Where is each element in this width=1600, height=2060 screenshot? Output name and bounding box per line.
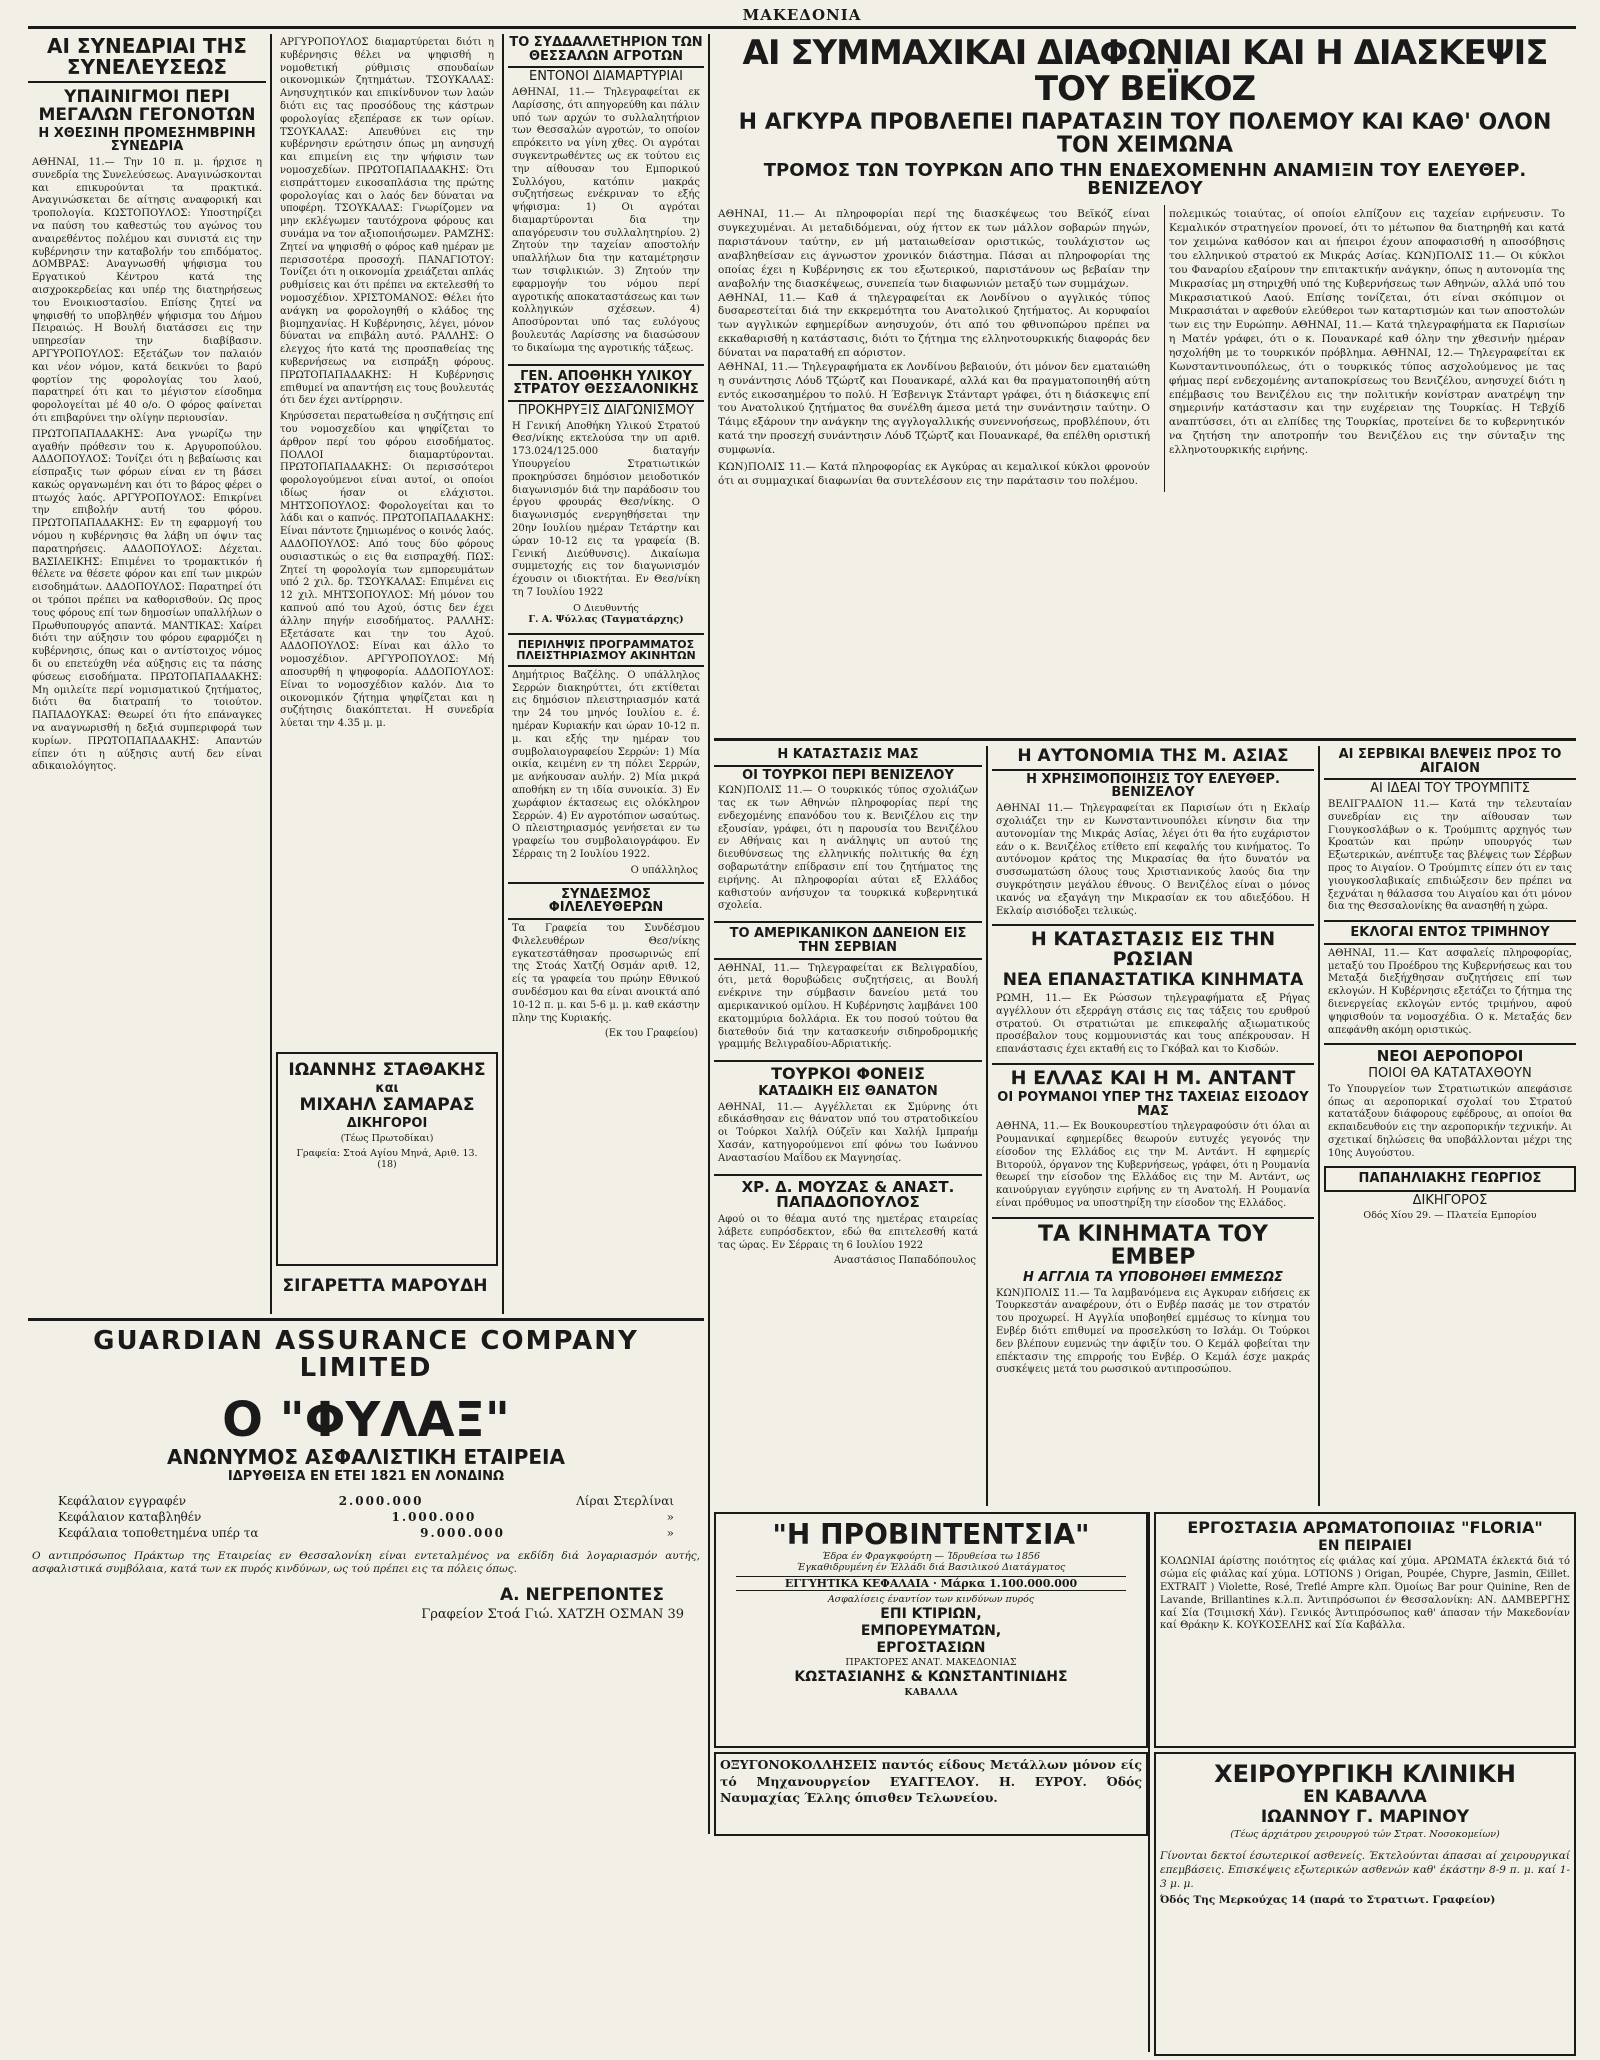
lawyers-address: Γραφεία: Στοά Αγίου Μηνά, Αριθ. 13.	[296, 1147, 478, 1159]
col-divider	[1148, 1512, 1150, 2052]
mid-col-b	[992, 746, 1314, 1506]
lead-article	[714, 34, 1576, 734]
army-ad-subtitle: ΠΡΟΚΗΡΥΞΙΣ ΔΙΑΓΩΝΙΣΜΟΥ	[517, 402, 695, 418]
floria-title: ΕΡΓΟΣΤΑΣΙΑ ΑΡΩΜΑΤΟΠΟΙΙΑΣ "FLORIA"	[1187, 1518, 1543, 1537]
auction-body: Δημήτριος Βαζέλης. Ο υπάλληλος Σερρών διακηρύττει, ότι εκτίθεται εις δημόσιον πλειστηριασμόν κατά την 24 του μηνός Ιουλίου ε. έ. ημέραν Κυριακήν και ώραν 10-12 π. μ. και εξής την ημέραν του συμβολαιογραφείου Σερρών: 1) Μία οικία, κειμένη εν τη πόλει Σερρών, με ανήκουσαν αυλήν. 2) Μία μικρά αποθήκη εν τη ιδία συνοικία. 3) Εν χωράφιον έκτασεως εις ολόκληρον Σερρών. 4) Εν αγροτόπιον ωσαύτως. Ο πλειστηριασμός γενήσεται εν τω γραφείω του συμβολαιογράφου. Εν Σέρραις τη 2 Ιουλίου 1922.	[512, 669, 700, 860]
guardian-text: Ο αντιπρόσωπος Πράκτωρ της Εταιρείας εν Θεσσαλονίκη είναι εντεταλμένος να εκδίδη διά λογαριασμόν αυτής, ασφαλιστικά συμβόλαια, κατά των εκ πυρός κινδύνων, ως τού πρέπει εις τα πόλεις όπως.	[32, 1549, 700, 1576]
guardian-row-amount: 2.000.000	[338, 1493, 424, 1508]
serbia-head: ΑΙ ΣΕΡΒΙΚΑΙ ΒΛΕΨΕΙΣ ΠΡΟΣ ΤΟ ΑΙΓΑΙΟΝ	[1324, 748, 1576, 780]
guardian-ad	[28, 1326, 704, 2056]
cigarette-brand: ΣΙΓΑΡΕΤΤΑ ΜΑΡΟΥΔΗ	[282, 1276, 488, 1296]
situation-body: ΚΩΝ)ΠΟΛΙΣ 11.— Ο τουρκικός τύπος σχολιάζων τας εκ των Αθηνών πληροφορίας περί της ενδεχομένης επανόδου του κ. Βενιζέλου εις την εξουσίαν, γράφει, ότι η παρουσία του Βενιζέλου εν Αθήναις και η ανάληψις υπ αυτού της διευθύνσεως της ελληνικής πολιτικής θα έχη σοβαρωτάτην επίδρασιν επί του ζητήματος της ειρήνης. Αι πληροφορίαι αύται εξ Ελλάδος καθιστούν ανήσυχον τα τουρκικά κυβερνητικά σχολεία.	[718, 785, 978, 912]
army-ad-title: ΓΕΝ. ΑΠΟΘΗΚΗ ΥΛΙΚΟΥ ΣΤΡΑΤΟΥ ΘΕΣΣΑΛΟΝΙΚΗΣ	[508, 364, 704, 402]
lead-left-column	[714, 205, 1154, 491]
guardian-row	[58, 1510, 674, 1524]
provident-capital: ΕΓΓΥΗΤΙΚΑ ΚΕΦΑΛΑΙΑ · Μάρκα 1.100.000.000	[736, 1576, 1126, 1591]
loan-head: ΤΟ ΑΜΕΡΙΚΑΝΙΚΟΝ ΔΑΝΕΙΟΝ ΕΙΣ ΤΗΝ ΣΕΡΒΙΑΝ	[714, 921, 982, 959]
col1-body-a: ΑΘΗΝΑΙ, 11.— Την 10 π. μ. ήρχισε η συνεδρία της Συνελεύσεως. Αναγινώσκονται και επικυρούνται τα πρακτικά. Αναγινώσκεται δε αίτησις αναφορική και τροπολογία. ΚΩΣΤΟΠΟΥΛΟΣ: Υποστηρίζει να παύση του καθεστώς του αγώνος του αναιρεθέντος πολέμου και συνιστά εις την κυβέρνησιν την καταβολήν του επιδόματος. ΔΟΜΒΡΑΣ: Αναγνωσθή ψήφισμα του Εργατικού Κέντρου κατά της αισχροκερδείας και υπέρ της διατηρήσεως του Ενοικιοστασίου. Επίσης ζητεί να ψηφισθή το υποβληθέν ψήφισμα του Δήμου Πειραιώς. Η Βουλή διατάσσει εις την υπηρεσίαν την διαβίβασιν. ΑΡΓΥΡΟΠΟΥΛΟΣ: Εξετάζων τον παλαιόν και νέον νόμον, κατά δεικνύει το βαρύ φορτίον της φορολογίας του λαού, παρατηρεί ότι και το μέγιστον είσοδημα φορολογείται μέ 40 ο/ο. Ο φόρος φαίνεται ότι επιβαρύνει την ολίγην περιουσίαν.	[32, 156, 262, 424]
clinic-subtitle: (Τέως άρχιάτρου χειρουργού τών Στρατ. Νοσοκομείων)	[1230, 1828, 1500, 1840]
elections-head: ΕΚΛΟΓΑΙ ΕΝΤΟΣ ΤΡΙΜΗΝΟΥ	[1324, 920, 1576, 945]
russia-head: Η ΚΑΤΑΣΤΑΣΙΣ ΕΙΣ ΤΗΝ ΡΩΣΙΑΝ	[992, 924, 1314, 970]
mid-col-c	[1324, 746, 1576, 1506]
enver-head: ΤΑ ΚΙΝΗΜΑΤΑ ΤΟΥ ΕΜΒΕΡ	[992, 1217, 1314, 1269]
lead-kon-body: ΚΩΝ)ΠΟΛΙΣ 11.— Κατά πληροφορίας εκ Αγκύρας αι κεμαλικοί κύκλοι φρονούν ότι αι συμμαχικαί διαφωνίαι θα συντελέσουν εις την παράτασιν του πολέμου.	[718, 460, 1150, 487]
lawyer-name-2: ΜΙΧΑΗΛ ΣΑΜΑΡΑΣ	[299, 1095, 475, 1116]
aviators-head: ΝΕΟΙ ΑΕΡΟΠΟΡΟΙ	[1324, 1043, 1576, 1065]
murderers-body: ΑΘΗΝΑΙ, 11.— Αγγέλλεται εκ Σμύρνης ότι εδικάσθησαν εις θάνατον υπό του στρατοδικείου οι Τούρκοι Χαλήλ Ούζεϊν και Χαλήλ Ιμπραήμ Χασάν, κατηγορούμενοι επί φόνω του Ιωάννου Αναστασίου Μαΐδου εκ Μαγνησίας.	[718, 1101, 978, 1164]
lead-bottom-rule	[714, 738, 1576, 741]
guardian-address: Γραφείον Στοά Γιώ. ΧΑΤΖΗ ΟΣΜΑΝ 39	[421, 1607, 684, 1623]
autonomy-kicker: Η ΑΥΤΟΝΟΜΙΑ ΤΗΣ Μ. ΑΣΙΑΣ	[992, 748, 1314, 771]
col1-kicker: ΑΙ ΣΥΝΕΔΡΙΑΙ ΤΗΣ ΣΥΝΕΛΕΥΣΕΩΣ	[28, 36, 266, 83]
col3-article	[508, 34, 704, 1296]
guardian-capital-table	[28, 1494, 704, 1540]
murderers-sub: ΚΑΤΑΔΙΚΗ ΕΙΣ ΘΑΝΑΤΟΝ	[758, 1083, 938, 1099]
loan-body: ΑΘΗΝΑΙ, 11.— Τηλεγραφείται εκ Βελιγραδίου, ότι, μετά θορυβώδεις συζητήσεις, αι Βουλή ενέκρινε την σύμβασιν δανείου μετά του αμερικανικού ομίλου. Η Κυβέρνησις λαμβάνει 100 εκατομμύρια δολλάρια. Εκ του ποσού τούτου θα διατεθούν διά την κατασκευήν σιδηροδρομικής γραμμής Βελιγραδίου-Αδριατικής.	[718, 962, 978, 1051]
guardian-top-rule	[28, 1318, 704, 1321]
army-ad-body: Η Γενική Αποθήκη Υλικού Στρατού Θεσ/νίκης εκτελούσα την υπ αριθ. 173.024/125.000 διαταγήν Υπουργείου Στρατιωτικών προκηρύσσει δημόσιον μειοδοτικόν διαγωνισμόν διά την παράδοσιν του έργου φρουράς Θεσ/νίκης. Ο διαγωνισμός ενεργηθήσεται την 20ην Ιουλίου ημέραν Τετάρτην και ώραν 10-12 εις τα γραφεία (Β. Γενική Διεύθυνσις). Δικαίωμα συμμετοχής εις τον διαγωνισμόν έχουσιν οι ιδιοκτήται. Εν Θεσ/νίκη τη 7 Ιουλίου 1922	[512, 420, 700, 598]
clinic-title: ΧΕΙΡΟΥΡΓΙΚΗ ΚΛΙΝΙΚΗ	[1214, 1760, 1516, 1788]
clinic-address: Όδός Της Μερκούχας 14 (παρά το Στρατιωτ. Γραφείον)	[1160, 1894, 1496, 1907]
aviators-sub: ΠΟΙΟΙ ΘΑ ΚΑΤΑΤΑΧΘΟΥΝ	[1368, 1066, 1532, 1082]
lead-body: ΑΘΗΝΑΙ, 11.— Αι πληροφορίαι περί της διασκέψεως του Βεϊκόζ είναι συγκεχυμέναι. Αι μεταδιδόμεναι, ούχ ήττον εκ των μάλλον σοβαρών πηγών, παριστάνουν ταύτην, εν μή ματαιωθείσαν οριστικώς, τουλάχιστον ως αναβληθείσαν εις άγνωστον χρονικόν διάστημα. Πάσαι αι πληροφορίαι της οποίας έχει η Κυβέρνησις εκ του εξωτερικού, παριστάνουν ως βεβαίαν την αναβολήν της διασκέψεως, συνεπεία των διαφωνιών μεταξύ των συμμάχων. ΑΘΗΝΑΙ, 11.— Καθ ά τηλεγραφείται εκ Λονδίνου ο αγγλικός τύπος δυσαρεστείται διά την εκκρεμότητα του Ανατολικού ζητήματος. Αι κορυφαίοι των αγγλικών εφημερίδων ανησυχούν, ότι από του φθινοπώρου πρέπει να εκκαθαρισθή η κατάστασις, διότι το ζήτημα της ελληνοτουρκικής διαφοράς δεν δύναται να παραταθή επ αόριστον. ΑΘΗΝΑΙ, 11.— Τηλεγραφήματα εκ Λονδίνου βεβαιούν, ότι μόνον δεν εματαιώθη η συνάντησις Λόυδ Τζώρτζ και Πουανκαρέ, αλλά και θα πραγματοποιηθή αύτη εντός εικοσαημέρου το πολύ. Η Έσβενιγκ Στάνταρτ γράφει, ότι η διάσκεψις επί του Ανατολικού ζητήματος θα συνέλθη άμεσα μετά την συνάντησιν ταύτην. Ο Τάιμς εξάρουν την ανάγκην της αγγλογαλλικής συνεννοήσεως, προβλέπουν, ότι κατά την προσεχή συνάντησιν Λόυδ Τζώρτζ και Πουανκαρέ, θα επέλθη οριστική συμφωνία.	[718, 208, 1150, 456]
lawyer-ad-body: Οδός Χίου 29. — Πλατεία Εμπορίου	[1363, 1209, 1537, 1221]
enver-sub: Η ΑΓΓΛΙΑ ΤΑ ΥΠΟΒΟΗΘΕΙ ΕΜΜΕΣΩΣ	[1023, 1269, 1283, 1285]
col3-body: ΑΘΗΝΑΙ, 11.— Τηλεγραφείται εκ Λαρίσσης, ότι απηγορεύθη και πάλιν υπό των αρχών το συλλαλητήριον των Θεσσαλών αγροτών, το οποίον επρόκειτο να γίνη χθες. Οι αγρόται συγκεντρωθέντες ως εκ τούτου εις την αίθουσαν του Εμπορικού Συλλόγου, κατόπιν μακράς συζητήσεως ενέκριναν το εξής ψήφισμα: 1) Οι αγρόται διαμαρτύρονται δια την απαγόρευσιν του συλλαλητηρίου. 2) Ζητούν την ταχείαν αποστολήν υπαλλήλων δια την καταμέτρησιν των τσιφλικιών. 3) Ζητούν την εφαρμογήν του νόμου περί αγροτικής αποκαταστάσεως και των κολληγικών σχέσεων. 4) Αποσύρονται υπό τας ευλόγους βουλευτάς Λαρίσσης να διασώσουν το δικαίωμα της αγροτικής τάξεως.	[512, 86, 700, 354]
lead-body-right: πολεμικώς τοιαύτας, οί οποίοι ελπίζουν εις ταχείαν ειρήνευσιν. Το Κεμαλικόν στρατηγείον προνοεί, ότι το μέτωπον θα διατηρηθή και κατά τον χειμώνα καθόσον και αι ήπειροι έχουν αποφασισθή η αποσόβησις του ελληνικού στρατού εκ Μικράς Ασίας. ΚΩΝ)ΠΟΛΙΣ 11.— Οι κύκλοι του Φαναρίου εξαίρουν την επιτακτικήν ανάγκην, όπως η αυτονομία της Μικρασίας μη στηριχθή υπό της Κυβερνήσεως των Αθηνών, αλλά υπό του Μικρασιατικού Λαού. Επίσης τονίζεται, ότι είναι σκόπιμον οι Μικρασιάται ν αφεθούν ελεύθεροι των καταρτισμών και των αποστολών των εις την Ευρώπην. ΑΘΗΝΑΙ, 11.— Κατά τηλεγραφήματα εκ Παρισίων η Ματέν γράφει, ότι ο κ. Πουανκαρέ καθ όλην την χθεσινήν ημέραν ησχολήθη με το τουρκικόν πρόβλημα. ΑΘΗΝΑΙ, 12.— Τηλεγραφείται εκ Κωνσταντινουπόλεως, ότι ο τουρκικός τύπος ασχολούμενος με τας φήμας περί ενδεχομένης ανταποκρίσεως του Βενιζέλου, ανησυχεί διότι η επέμβασις του Βενιζέλου εις την πολιτικήν κονίστραν ανατρέψη την σημερινήν κατάστασιν και την ευχέρειαν της Τουρκίας. Η Τεβχίδ αναπτύσσει, ότι αι ελπίδες της Τουρκίας, προτείνει δε το κυβερνητικόν να ζητήση την αποτροπήν του Βενιζέλου εις την σύνταξιν της ελληνοτουρκικής ειρήνης.	[1169, 208, 1565, 456]
entente-body: ΑΘΗΝΑ, 11.— Εκ Βουκουρεστίου τηλεγραφούσιν ότι όλαι αι Ρουμανικαί εφημερίδες θεωρούν ευτυχές γεγονός την είσοδον της Ελλάδος εις την Μ. Αντάντ. Η εφημερίς Βιτορούλ, όργανον της Κυβερνήσεως, γράφει, ότι η Ρουμανία θεωρεί την είσοδον της Ελλάδος εις την Μ. Αντάντ, ως καινούργιαν εγγύησιν ειρήνης εν τη Ανατολή. Η Ρουμανία είναι πρόθυμος να υποστηρίξη την είσοδον της Ελλάδος.	[996, 1121, 1310, 1209]
provident-item: ΕΡΓΟΣΤΑΣΙΩΝ	[876, 1639, 986, 1656]
liberals-title: ΣΥΝΔΕΣΜΟΣ ΦΙΛΕΛΕΥΘΕΡΩΝ	[508, 882, 704, 920]
lawyers-subtitle: (Τέως Πρωτοδίκαι)	[340, 1132, 434, 1144]
enver-body: ΚΩΝ)ΠΟΛΙΣ 11.— Τα λαμβανόμενα εις Αγκυραν ειδήσεις εκ Τουρκεστάν αναφέρουν, ότι ο Ενβέρ πασάς με τον στρατόν του προχωρεί. Η Αγγλία υποβοηθεί εμμέσως το κίνημα του Ενβέρ διότι επιθυμεί να προσελκύση το Ισλάμ. Οι Τούρκοι δεν βλέπουν ευμενώς την άφιξίν του. Ο Κεμάλ φοβείται την επέκτασιν της επιρροής του Ενβέρ. Ο Κεμάλ έσχε μακράς συσκέψεις μετά του ρωσσικού αντιπροσώπου.	[996, 1287, 1310, 1376]
col1-body-b: ΠΡΩΤΟΠΑΠΑΔΑΚΗΣ: Ανα γνωρίζω την αγαθήν πρόθεσιν του κ. Αργυροπούλου. ΑΔΔΟΠΟΥΛΟΣ: Τονίζει ότι η βεβαίωσις και είσπραξις των φόρων είναι εν τη βάσει κακώς οργανωμένη και ότι το βάρος φέρει ο πτωχός λαός. ΑΡΓΥΡΟΠΟΥΛΟΣ: Επικρίνει την επιβολήν αυτή του φόρου. ΠΡΩΤΟΠΑΠΑΔΑΚΗΣ: Εν τη εφαρμογή του νόμου η κυβέρνησις θα λάβη υπ όψιν τας παρατηρήσεις. ΑΔΔΟΠΟΥΛΟΣ: Δέχεται. ΒΑΣΙΛΕΙΚΗΣ: Επιμένει το τρομακτικόν ή θέλετε να θέσετε φόρον και επί των μικρών εισοδημάτων. ΔΑΔΟΠΟΥΛΟΣ: Παρατηρεί ότι οι τρόποι πρέπει να καθορισθούν. Ως προς τους φόρους επί των δημοσίων υπαλλήλων ο Πρωθυπουργός απαντά. ΜΑΝΤΙΚΑΣ: Χαίρει διότι την αύξησιν του φόρου εφαρμόζει η κυβέρνησις, όπως και ο αντίστοιχος νόμος δι ου επετεύχθη νέα αύξησις εις τα πάσης φύσεως εισοδήματα. ΠΡΩΤΟΠΑΠΑΔΑΚΗΣ: Μη ομιλείτε περί νομισματικού ζητήματος, διότι θα διατραπή το τοιούτον. ΠΑΠΑΔΟΥΚΑΣ: Θεωρεί ότι ήτο επάναγκες να αναγνωρισθή η δεξιά συμπεριφορά των κυρίων. ΠΡΩΤΟΠΑΠΑΔΑΚΗΣ: Απαντών είπεν ότι η αύξησις αυτή δεν είναι αδικαιολόγητος.	[32, 428, 262, 773]
lead-columns	[714, 205, 1576, 491]
autonomy-body: ΑΘΗΝΑΙ 11.— Τηλεγραφείται εκ Παρισίων ότι η Εκλαίρ σχολιάζει την εν Κωνσταντινουπόλει κίνησιν δια την αυτονομίαν της Μικράς Ασίας, λέγει ότι θα ήτο ευχάριστον εάν ο κ. Βενιζέλος ετίθετο επί κεφαλής του κινήματος. Το αυτόνομον κράτος της Μικρασίας θα ήτο δυνατόν να συσσωματώση όλους τους Χριστιανικούς λαούς δια την συγκρότησιν μεγάλου έθνους. Ο Βενιζέλος είναι ο μόνος ικανός να εξαγάγη την Μικρασίαν εκ του αδιεξόδου. Η Εκλαίρ αισιόδοξει τελικώς.	[996, 803, 1310, 917]
entente-head: Η ΕΛΛΑΣ ΚΑΙ Η Μ. ΑΝΤΑΝΤ	[992, 1063, 1314, 1089]
murderers-head: ΤΟΥΡΚΟΙ ΦΟΝΕΙΣ	[714, 1060, 982, 1083]
lead-deck: ΤΡΟΜΟΣ ΤΩΝ ΤΟΥΡΚΩΝ ΑΠΟ ΤΗΝ ΕΝΔΕΧΟΜΕΝΗΝ ΑΝΑΜΙΞΙΝ ΤΟΥ ΕΛΕΥΘΕΡ. ΒΕΝΙΖΕΛΟΥ	[763, 159, 1527, 200]
situation-kicker: Η ΚΑΤΑΣΤΑΣΙΣ ΜΑΣ	[714, 748, 982, 767]
provident-insure: Ασφαλίσεις έναντίον των κινδύνων πυρός	[827, 1594, 1035, 1606]
cigarette-ad	[276, 1268, 494, 1308]
provident-agents-label: ΠΡΑΚΤΟΡΕΣ ΑΝΑΤ. ΜΑΚΕΔΟΝΙΑΣ	[845, 1657, 1017, 1669]
col2-body-b: Κηρύσσεται περατωθείσα η συζήτησις επί του νομοσχεδίου και ψηφίζεται το άρθρον περί του φόρου εισοδήματος. ΠΟΛΛΟΙ διαμαρτύρονται. ΠΡΩΤΟΠΑΠΑΔΑΚΗΣ: Οι περισσότεροι φορολογούμενοι είναι αυτοί, οι οποίοι ιδίως ήσαν οι ελάχιστοι. ΜΗΤΣΟΠΟΥΛΟΣ: Φορολογείται και το λάδι και ο καπνός. ΠΡΩΤΟΠΑΠΑΔΑΚΗΣ: Είναι πάντοτε ζημιωμένος ο κοινός λαός. ΑΔΔΟΠΟΥΛΟΣ: Από τους δύο φόρους ουσιαστικώς ο εις θα εισπραχθή. ΠΩΣ: Ζητεί τη φορολογία των εμπορευμάτων υπό 2 χιλ. δρ. ΤΣΟΥΚΑΛΑΣ: Επιμένει εις 12 χιλ. ΜΗΤΣΟΠΟΥΛΟΣ: Μή μόνον του καπνού από του Αχού, όστις δεν έχει άλλην πηγήν εισοδήματος. ΡΑΛΛΗΣ: Εξετάσατε και την του Αχού. ΑΔΔΟΠΟΥΛΟΣ: Είναι και άλλο το νομοσχέδιον. ΑΡΓΥΡΟΠΟΥΛΟΣ: Μή αποσυρθή η ψηφοφορία. ΑΔΔΟΠΟΥΛΟΣ: Είναι το νομοσχέδιον καλόν. Δια το οικονομικόν ζήτημα ψηφίζεται και η συζήτησις διακόπτεται. Η συνεδρία λύεται την 4.35 μ. μ.	[280, 411, 494, 730]
mouzas-body: Αφού οι το θέαμα αυτό της ημετέρας εταιρείας λάβετε ευπρόσδεκτον, εδώ θα επιτελεσθή κατά τας ώρας. Εν Σέρραις τη 6 Ιουλίου 1922	[718, 1214, 978, 1251]
col2-article	[276, 34, 498, 1044]
entente-sub: ΟΙ ΡΟΥΜΑΝΟΙ ΥΠΕΡ ΤΗΣ ΤΑΧΕΙΑΣ ΕΙΣΟΔΟΥ ΜΑΣ	[997, 1089, 1309, 1119]
liberals-body: Τα Γραφεία του Συνδέσμου Φιλελευθέρων Θεσ/νίκης εγκατεστάθησαν προσωρινώς επί της Στοάς Χατζή Οσμάν αριθ. 12, είς τα γραφεία του πρώην Εθνικού συνδέσμου και θα είναι ανοικτά από 10-12 π. μ. και 5-6 μ. μ. καθ εκάστην πλην της Κυριακής.	[512, 923, 700, 1024]
autonomy-head: Η ΧΡΗΣΙΜΟΠΟΙΗΣΙΣ ΤΟΥ ΕΛΕΥΘΕΡ. ΒΕΝΙΖΕΛΟΥ	[1026, 771, 1280, 801]
floria-ad	[1154, 1512, 1576, 1748]
masthead: ΜΑΚΕΔΟΝΙΑ	[742, 6, 862, 24]
oxy-text: ΟΞΥΓΟΝΟΚΟΛΛΗΣΕΙΣ παντός είδους Μετάλλων μόνον είς τό Μηχανουργείον ΕΥΑΓΓΕΛΟΥ. Η. ΕΥΡΟΥ. Όδός Ναυμαχίας Έλλης όπισθεν Τελωνείου.	[720, 1757, 1142, 1805]
lawyer-ad-sub: ΔΙΚΗΓΟΡΟΣ	[1412, 1193, 1488, 1209]
provident-line1: Έδρα έν Φραγκφούρτη — Ίδρυθείσα τω 1856	[821, 1551, 1041, 1563]
guardian-row-label: Κεφάλαια τοποθετημένα υπέρ τα	[58, 1525, 259, 1540]
provident-ad	[714, 1512, 1148, 1748]
guardian-row	[58, 1526, 674, 1540]
guardian-agent: Α. ΝΕΓΡΕΠΟΝΤΕΣ	[499, 1585, 664, 1606]
lawyer-ad-head: ΠΑΠΑΗΛΙΑΚΗΣ ΓΕΩΡΓΙΟΣ	[1324, 1166, 1576, 1192]
lawyers-title: ΔΙΚΗΓΟΡΟΙ	[346, 1116, 428, 1132]
clinic-ad	[1154, 1752, 1576, 2056]
lead-headline: ΑΙ ΣΥΜΜΑΧΙΚΑΙ ΔΙΑΦΩΝΙΑΙ ΚΑΙ Η ΔΙΑΣΚΕΨΙΣ ΤΟΥ ΒΕΪΚΟΖ	[742, 34, 1548, 109]
guardian-row-unit: Λίραι Στερλίναι	[576, 1493, 674, 1508]
guardian-row-label: Κεφάλαιον εγγραφέν	[58, 1493, 187, 1508]
mouzas-head: ΧΡ. Δ. ΜΟΥΖΑΣ & ΑΝΑΣΤ. ΠΑΠΑΔΟΠΟΥΛΟΣ	[714, 1174, 982, 1212]
aviators-body: Το Υπουργείον των Στρατιωτικών απεφάσισε όπως αι αεροπορικαί σχολαί του Στρατού κατατάξουν διάφορους εφέδρους, αι οποίοι θα εκπαιδευθούν εις την αεροπορικήν τεχνικήν. Αι σχετικαί δηλώσεις θα υποβάλλονται μέχρι της 10ης Αυγούστου.	[1328, 1083, 1572, 1159]
guardian-banner: GUARDIAN ASSURANCE COMPANY LIMITED	[93, 1326, 639, 1384]
col3-subhead: ΕΝΤΟΝΟΙ ΔΙΑΜΑΡΤΥΡΙΑΙ	[529, 69, 683, 85]
provident-agents: ΚΩΣΤΑΣΙΑΝΗΣ & ΚΩΝΣΤΑΝΤΙΝΙΔΗΣ	[794, 1669, 1068, 1686]
guardian-founded: ΙΔΡΥΘΕΙΣΑ ΕΝ ΕΤΕΙ 1821 ΕΝ ΛΟΝΔΙΝΩ	[227, 1468, 505, 1484]
col1-subhead: Η ΧΘΕΣΙΝΗ ΠΡΟΜΕΣΗΜΒΡΙΝΗ ΣΥΝΕΔΡΙΑ	[38, 125, 256, 155]
guardian-row-amount: 1.000.000	[391, 1509, 477, 1524]
army-ad-sign-name: Γ. Α. Ψύλλας (Ταγματάρχης)	[528, 613, 684, 625]
col2-body-a: ΑΡΓΥΡΟΠΟΥΛΟΣ διαμαρτύρεται διότι η κυβέρνησις θέλει να ψηφισθή η νομοθετική ρύθμισις σπουδαίων οικονομικών ζητημάτων. ΤΣΟΥΚΑΛΑΣ: Ανησυχητικόν και επικίνδυνον των λαών διότι εις τας προσόδους της κάστρων φορολογίας εξεπέρασε εκ των ορίων. ΤΣΟΥΚΑΛΑΣ: Απευθύνει εις την κυβέρνησιν ερώτησιν όπως μη ανησυχή και επιμείνη εις την ψήφισιν των νομοσχεδίων. ΠΡΩΤΟΠΑΠΑΔΑΚΗΣ: Ότι εισπράττομεν εικοσαπλάσια της πρώτης φορολογίας και ο λαός δεν δύναται να υποφέρη. ΤΣΟΥΚΑΛΑΣ: Γνωρίζομεν να μην εκλέγωμεν ταυτόχρονα φόρους και συνάμα να τον αξιοποιήσωμεν. ΡΑΜΖΗΣ: Ζητεί να ψηφισθή ο φόρος καθ ημέραν με περισσοτέρα προσοχή. ΠΑΝΑΓΙΟΤΟΥ: Τονίζει ότι η οικονομία χρειάζεται απλάς ρυθμίσεις και ότι πρέπει να εκτελεσθή το νομοσχέδιον. ΧΡΙΣΤΟΜΑΝΟΣ: Θέλει ήτο ανάγκη να φορολογηθή ο κλάδος της βιομηχανίας. Η Κυβέρνησις, λέγει, μόνον δύναται να επιβάλη αυτό. ΡΑΛΛΗΣ: Ο ελεγχος ήτο κατά της προσπαθείας της κυβερνήσεως να εισπράξη φόρους. ΠΡΩΤΟΠΑΠΑΔΑΚΗΣ: Η Κυβέρνησις επιθυμεί να απαντήση εις τους βουλευτάς ότι δεν έχει αντίρρησιν.	[280, 37, 494, 407]
serbia-sub: ΑΙ ΙΔΕΑΙ ΤΟΥ ΤΡΟΥΜΠΙΤΣ	[1370, 781, 1530, 797]
col3-kicker: ΤΟ ΣΥΔΔΑΛΛΕΤΗΡΙΟΝ ΤΩΝ ΘΕΣΣΑΛΩΝ ΑΓΡΟΤΩΝ	[508, 36, 704, 68]
newspaper-page	[28, 0, 1576, 2060]
col-divider	[1318, 746, 1320, 1506]
top-rule	[28, 26, 1576, 29]
provident-title: "Η ΠΡΟΒΙΝΤΕΝΤΣΙΑ"	[772, 1518, 1090, 1551]
lead-right-column	[1164, 205, 1569, 491]
guardian-row-label: Κεφάλαιον καταβληθέν	[58, 1509, 202, 1524]
russia-sub: ΝΕΑ ΕΠΑΝΑΣΤΑΤΙΚΑ ΚΙΝΗΜΑΤΑ	[1002, 970, 1304, 991]
floria-subtitle: ΕΝ ΠΕΙΡΑΙΕΙ	[1318, 1537, 1412, 1554]
elections-body: ΑΘΗΝΑΙ, 11.— Κατ ασφαλείς πληροφορίας, μεταξύ του Προέδρου της Κυβερνήσεως και του Μεταξά διεξήχθησαν συζητήσεις επί των εκλογών. Η Κυβέρνησις εξετάζει το ζήτημα της διενεργείας εκλογών εντός τριμήνου, αφού ψηφισθούν τα νομοσχέδια. Ο κ. Μεταξάς δεν απεφάνθη ακόμη οριστικώς.	[1328, 947, 1572, 1036]
clinic-body: Γίνονται δεκτοί έσωτερικοί ασθενείς. Έκτελούνται άπασαι αί χειρουργικαί επεμβάσεις. Επισκέψεις εξωτερικών ασθενών καθ' έκάστην 8-9 π. μ. καί 1-3 μ. μ.	[1160, 1849, 1570, 1890]
provident-city: ΚΑΒΑΛΛΑ	[904, 1687, 958, 1699]
col1-article	[28, 34, 266, 1314]
guardian-row	[58, 1494, 674, 1508]
lead-subhead: Η ΑΓΚΥΡΑ ΠΡΟΒΛΕΠΕΙ ΠΑΡΑΤΑΣΙΝ ΤΟΥ ΠΟΛΕΜΟΥ ΚΑΙ ΚΑΘ' ΟΛΟΝ ΤΟΝ ΧΕΙΜΩΝΑ	[738, 110, 1552, 159]
serbia-body: ΒΕΛΙΓΡΑΔΙΟΝ 11.— Κατά την τελευταίαν συνεδρίαν εις την αίθουσαν των Γιουγκοσλάβων ο κ. Τρούμπιτς αρχηγός των Κροατών και πρώην υπουργός των Εξωτερικών, ανέπτυξε τας βλέψεις των Σέρβων προς το Αιγαίον. Ο Τρούμπιτς είπεν ότι εν ταις γιουγκοσλαβικαίς επιδιώξεσιν δεν πρέπει να ξεχνάται η θάλασσα του Αιγαίου και ότι μόνον δια της Θεσσαλονίκης θα ανασηθή η χώρα.	[1328, 798, 1572, 913]
col-divider	[708, 34, 710, 1834]
clinic-city: ΕΝ ΚΑΒΑΛΛΑ	[1303, 1787, 1427, 1808]
lawyers-and: και	[375, 1080, 399, 1096]
lawyers-number: (18)	[377, 1158, 397, 1170]
russia-body: ΡΩΜΗ, 11.— Εκ Ρώσσων τηλεγραφήματα εξ Ρήγας αγγέλλουν ότι εξερράγη στάσις εις τας τάξεις του ερυθρού στρατού. Οι στρατιώται με επικεφαλής αξιωματικούς προσέβαλον τους κομμουνιστάς και τους απέκρουσαν. Η επανάστασις έχει εκταθή εις το Γκόβαλ και το Κισδών.	[996, 993, 1310, 1056]
col-divider	[986, 746, 988, 1506]
col1-headline: ΥΠΑΙΝΙΓΜΟΙ ΠΕΡΙ ΜΕΓΑΛΩΝ ΓΕΓΟΝΟΤΩΝ	[38, 87, 256, 125]
army-ad-sign-label: Ο Διευθυντής	[573, 602, 639, 614]
provident-line2: Έγκαθιδρυμένη έν Έλλάδι διά Βασιλικού Διατάγματος	[796, 1562, 1066, 1574]
guardian-subtitle: ΑΝΩΝΥΜΟΣ ΑΣΦΑΛΙΣΤΙΚΗ ΕΤΑΙΡΕΙΑ	[167, 1444, 565, 1469]
guardian-row-amount: 9.000.000	[420, 1525, 505, 1540]
liberals-sign: (Εκ του Γραφείου)	[604, 1028, 698, 1040]
col-divider	[270, 34, 272, 1314]
mouzas-sign: Αναστάσιος Παπαδόπουλος	[833, 1255, 976, 1267]
lawyer-name-1: ΙΩΑΝΝΗΣ ΣΤΑΘΑΚΗΣ	[288, 1060, 486, 1080]
oxy-ad	[714, 1752, 1148, 1836]
situation-head: ΟΙ ΤΟΥΡΚΟΙ ΠΕΡΙ ΒΕΝΙΖΕΛΟΥ	[742, 767, 954, 783]
clinic-doctor: ΙΩΑΝΝΟΥ Γ. ΜΑΡΙΝΟΥ	[1260, 1807, 1470, 1828]
floria-body: ΚΟΛΩΝΙΑΙ άρίστης ποιότητος είς φιάλας καί χύμα. ΑΡΩΜΑΤΑ έκλεκτά διά τό σώμα είς φιάλας καί χύμα. LOTIONS ) Origan, Poupée, Chypre, Jasmin, Œillet. EXTRAIT ) Violette, Rosé, Treflé Ampre κλπ. Όμοίως Bar pour Quinine, Ren de Lavande, Brillantines κ.λ.π. Άντιπρόσωποι έν Θεσσαλονίκη: ΑΝ. ΔΑΜΒΕΡΓΗΣ καί Σία (Τσιμισκή Χάν). Γενικός Άντιπρόσωπος καθ' άπασαν τήν Μακεδονίαν καί Θράκην Κ. ΚΟΥΚΟΣΕΛΗΣ καί Σία Καβάλλα.	[1160, 1556, 1570, 1632]
lawyers-ad	[276, 1052, 498, 1266]
auction-sign: Ο υπάλληλος	[630, 864, 698, 876]
provident-item: ΕΜΠΟΡΕΥΜΑΤΩΝ,	[860, 1623, 1002, 1640]
col-divider	[502, 34, 504, 1314]
guardian-name: Ο "ΦΥΛΑΞ"	[222, 1391, 510, 1448]
guardian-row-unit: »	[666, 1509, 674, 1524]
guardian-row-unit: »	[666, 1525, 674, 1540]
provident-item: ΕΠΙ ΚΤΙΡΙΩΝ,	[880, 1606, 982, 1623]
auction-title: ΠΕΡΙΛΗΨΙΣ ΠΡΟΓΡΑΜΜΑΤΟΣ ΠΛΕΙΣΤΗΡΙΑΣΜΟΥ ΑΚΙΝΗΤΩΝ	[508, 633, 704, 667]
